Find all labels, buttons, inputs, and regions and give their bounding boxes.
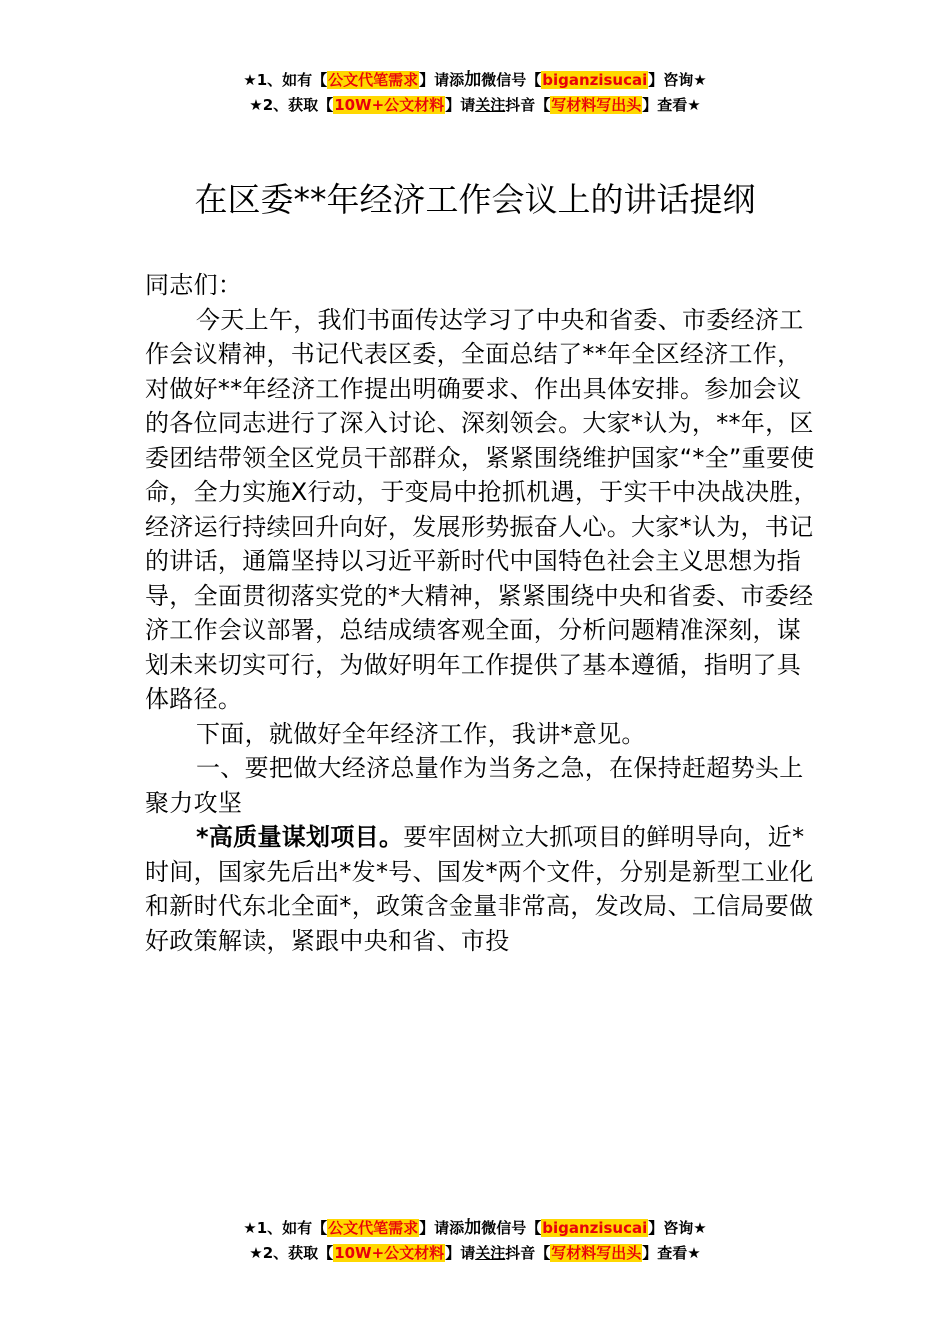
paragraph-rest: 要牢固树立大抓项目的鲜明导向，近*时间，国家先后出*发*号、国发*两个文件，分别是新型工业化和新时代东北全面*，政策含金量非常高，发改局、工信局要做好政策解读，紧跟中央和省、市投 — [145, 823, 814, 955]
promo-highlight: 公文代笔需求 — [328, 1219, 419, 1237]
promo-wechat-id: biganzisucai — [542, 1219, 648, 1237]
promo-text: 关注 — [475, 1244, 506, 1262]
promo-highlight: 写材料写出头 — [551, 96, 642, 114]
promo-highlight: 公文代笔需求 — [328, 71, 419, 89]
promo-text: 抖音【 — [505, 96, 551, 114]
salutation: 同志们： — [145, 271, 243, 299]
paragraph — [145, 820, 825, 958]
promo-highlight: 10W+公文材料 — [334, 1244, 445, 1262]
promo-text: ★1、如有【 — [243, 1219, 328, 1237]
promo-line-2 — [0, 1241, 950, 1266]
promo-text: 微信号【 — [481, 71, 542, 89]
promo-highlight: 写材料写出头 — [551, 1244, 642, 1262]
promo-header — [0, 68, 950, 118]
promo-text: 】咨询★ — [648, 1219, 707, 1237]
promo-line-1 — [0, 68, 950, 93]
section-heading: 一、要把做大经济总量作为当务之急，在保持赶超势头上聚力攻坚 — [145, 754, 804, 817]
promo-text: 】请 — [445, 96, 476, 114]
promo-footer — [0, 1216, 950, 1266]
promo-text: ★2、获取【 — [249, 1244, 334, 1262]
promo-text: 】请添 — [419, 1219, 465, 1237]
promo-text: 关注 — [475, 96, 506, 114]
promo-text: 微信号【 — [481, 1219, 542, 1237]
promo-text: 】咨询★ — [648, 71, 707, 89]
promo-text: ★2、获取【 — [249, 96, 334, 114]
promo-text: 】请添 — [419, 71, 465, 89]
paragraph: 今天上午，我们书面传达学习了中央和省委、市委经济工作会议精神，书记代表区委，全面总结了**年全区经济工作，对做好**年经济工作提出明确要求、作出具体安排。参加会议的各位同志进行了深入讨论、深刻领会。大家*认为，**年，区委团结带领全区党员干部群众，紧紧围绕维护国家“*全”重要使命，全力实施X行动，于变局中抢抓机遇，于实干中决战决胜，经济运行持续回升向好，发展形势振奋人心。大家*认为，书记的讲话，通篇坚持以习近平新时代中国特色社会主义思想为指导，全面贯彻落实党的*大精神，紧紧围绕中央和省委、市委经济工作会议部署，总结成绩客观全面，分析问题精准深刻，谋划未来切实可行，为做好明年工作提供了基本遵循，指明了具体路径。 — [145, 305, 818, 713]
promo-text: 加 — [464, 1218, 482, 1238]
promo-line-2 — [0, 93, 950, 118]
promo-text: 】查看★ — [642, 96, 701, 114]
promo-text: 】查看★ — [642, 1244, 701, 1262]
promo-text: ★1、如有【 — [243, 71, 328, 89]
document-body — [145, 268, 825, 958]
promo-text: 抖音【 — [505, 1244, 551, 1262]
promo-text: 】请 — [445, 1244, 476, 1262]
promo-line-1 — [0, 1216, 950, 1241]
promo-wechat-id: biganzisucai — [542, 71, 648, 89]
paragraph: 下面，就做好全年经济工作，我讲*意见。 — [196, 719, 646, 748]
paragraph-lead: *高质量谋划项目。 — [196, 823, 404, 851]
promo-text: 加 — [464, 70, 482, 90]
document-title: 在区委**年经济工作会议上的讲话提纲 — [194, 180, 756, 219]
promo-highlight: 10W+公文材料 — [334, 96, 445, 114]
